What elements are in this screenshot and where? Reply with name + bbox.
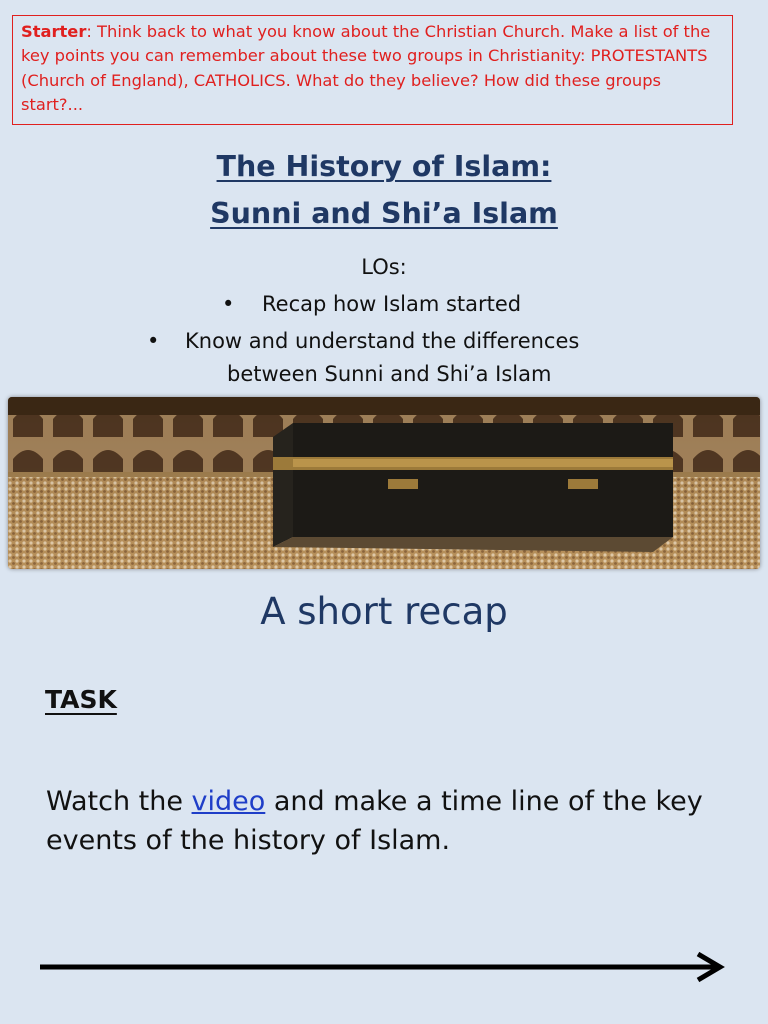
instruction-text-after: and make a time line of the key events of the history of Islam. bbox=[46, 786, 703, 857]
page-title-line1: The History of Islam: bbox=[216, 150, 552, 183]
bullet-icon: • bbox=[222, 292, 235, 316]
task-label: TASK bbox=[45, 685, 117, 714]
starter-text: : Think back to what you know about the Christian Church. Make a list of the key points you can remember about these two groups in Christianity: PROTESTANTS (Church of England), CATHOLICS. What do they believe? How did these groups start?... bbox=[21, 22, 711, 115]
starter-box bbox=[12, 15, 733, 125]
page-title-line2: Sunni and Shi’a Islam bbox=[210, 197, 558, 230]
lo-item-2-text-line2: between Sunni and Shi’a Islam bbox=[227, 361, 552, 386]
video-link[interactable]: video bbox=[191, 786, 266, 817]
lo-item-2 bbox=[147, 325, 647, 390]
bullet-icon: • bbox=[147, 329, 160, 353]
lo-item-1-text: Recap how Islam started bbox=[262, 292, 522, 316]
los-label: LOs: bbox=[361, 255, 407, 279]
kaaba-photo bbox=[8, 397, 760, 569]
instruction-text-before: Watch the bbox=[46, 786, 192, 817]
timeline-arrow bbox=[38, 950, 728, 984]
task-instruction bbox=[46, 782, 746, 860]
starter-label: Starter bbox=[21, 22, 87, 41]
lo-item-2-text-line1: Know and understand the differences bbox=[185, 329, 580, 353]
recap-heading: A short recap bbox=[260, 590, 508, 633]
